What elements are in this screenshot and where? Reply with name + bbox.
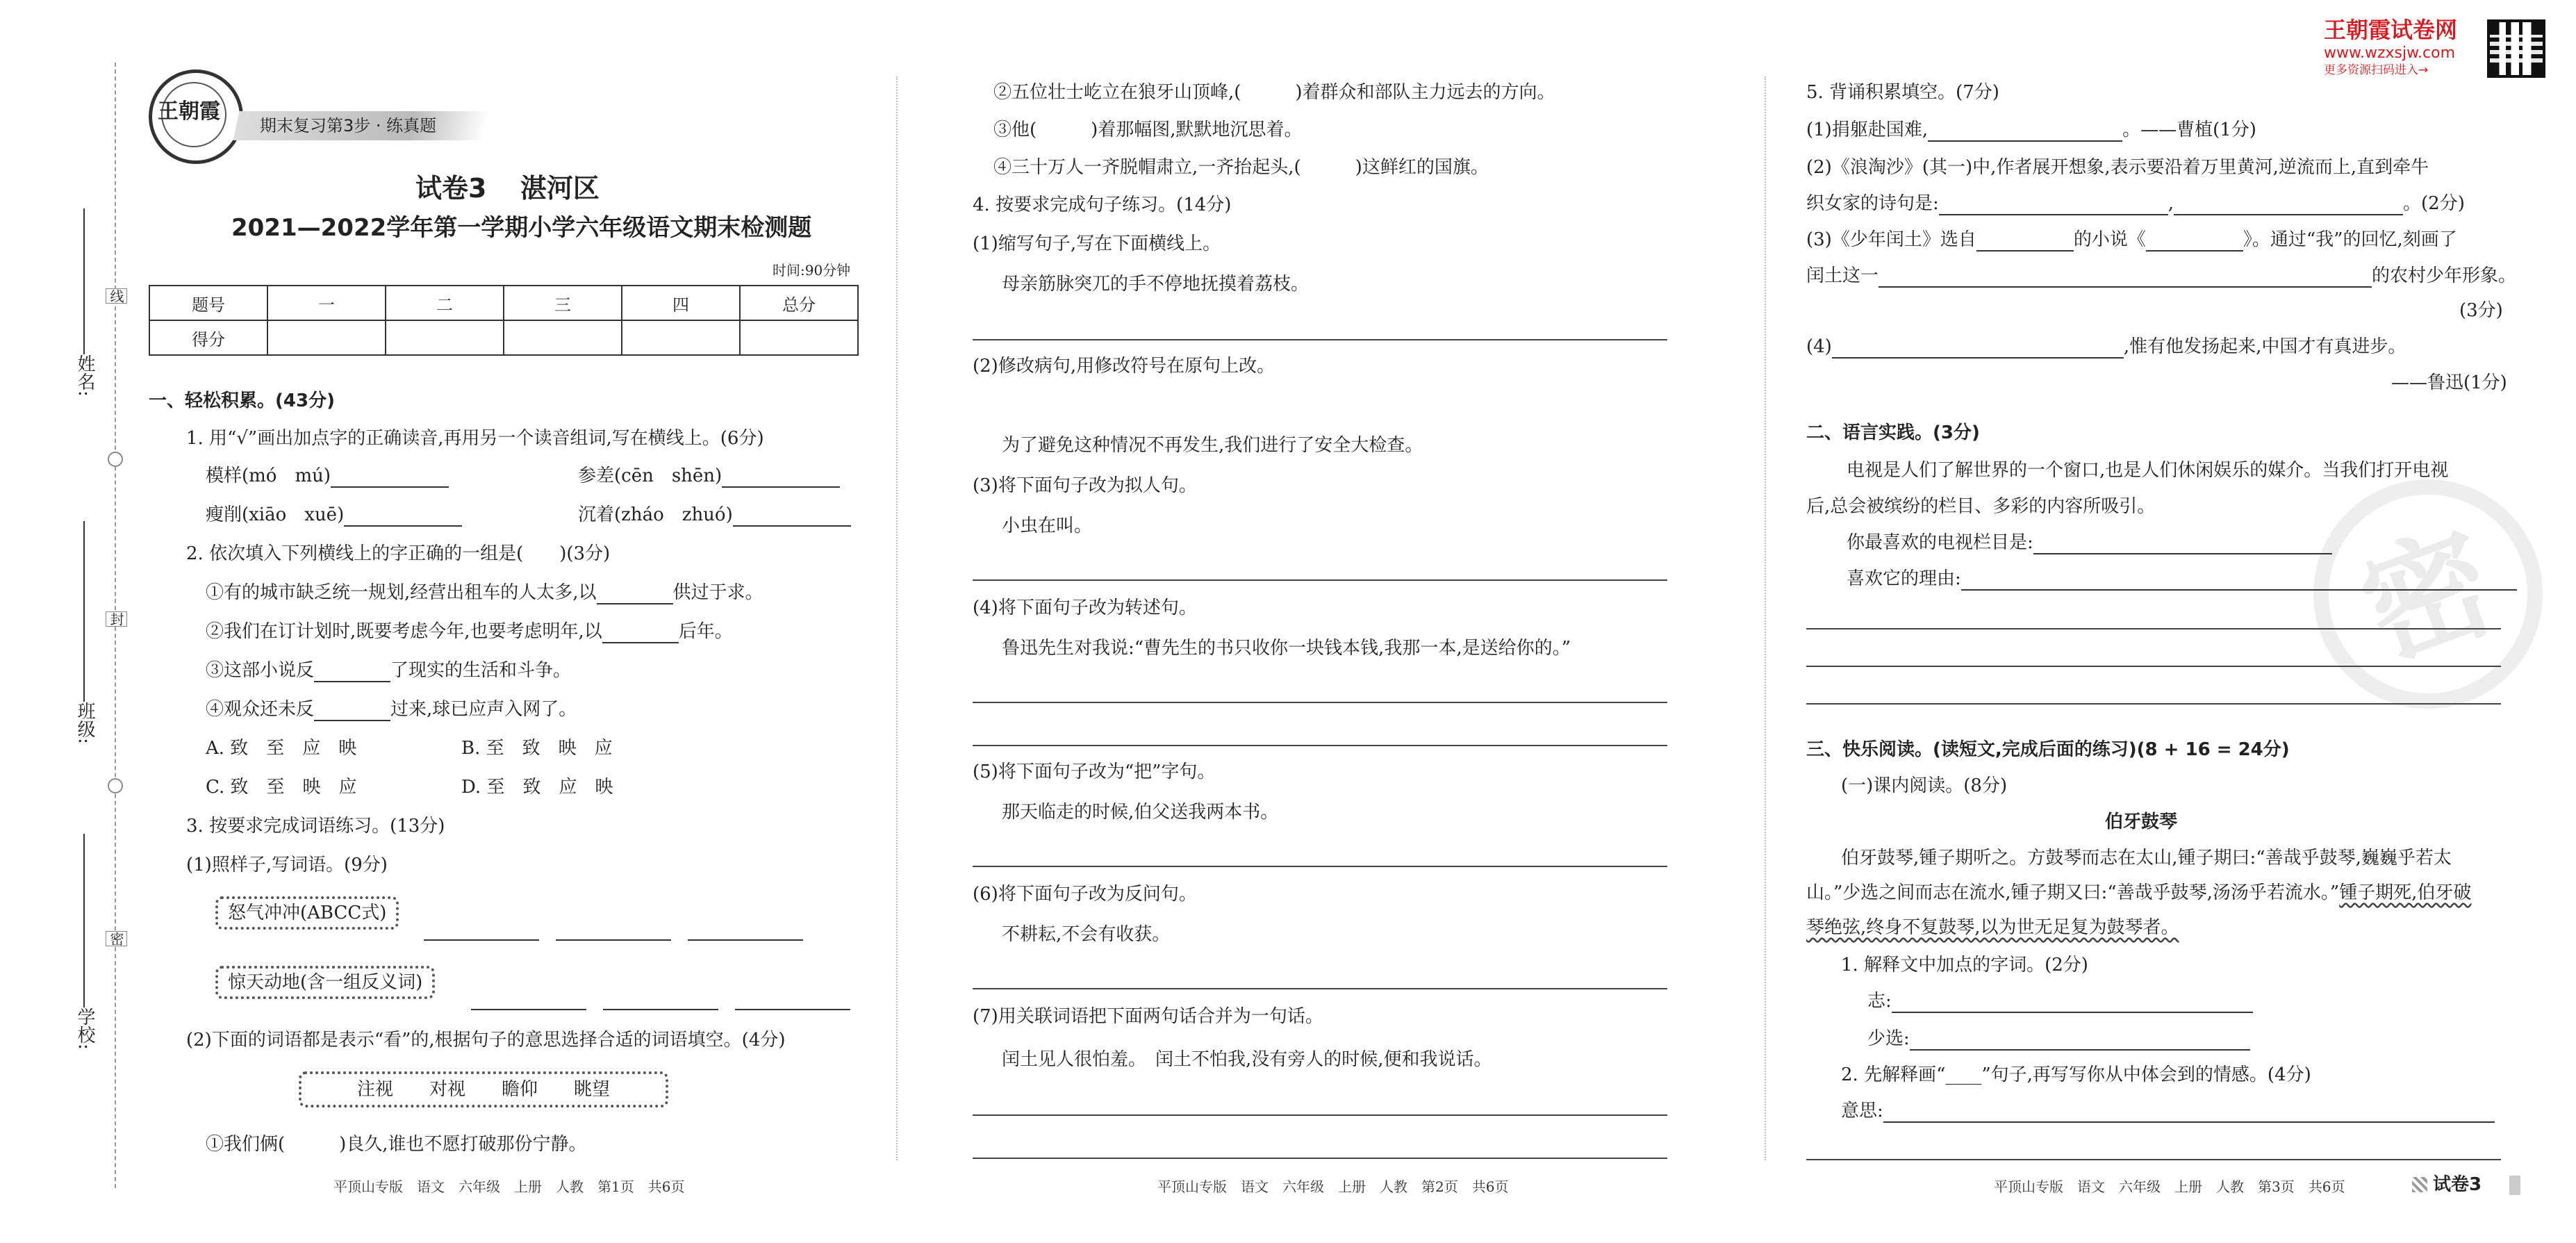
- answer-blank[interactable]: [733, 504, 851, 527]
- reading-q2-meaning: [1841, 1099, 2495, 1123]
- q2-line-2-text: ②我们在订计划时,既要考虑今年,也要考虑明年,以: [206, 621, 602, 642]
- reading-line-2: [1806, 881, 2471, 905]
- answer-blank[interactable]: [597, 582, 673, 604]
- q5-1-tail: 。——曹植(1分): [2122, 120, 2256, 140]
- reading-q1-a-label: 志:: [1867, 991, 1892, 1012]
- answer-line[interactable]: [973, 866, 1667, 867]
- q2-line-4-text: ④观众还未反: [206, 699, 315, 720]
- q5-3-text: (3)《少年闰土》选自: [1806, 229, 1976, 250]
- score-input-cell[interactable]: [622, 320, 740, 355]
- watermark-seal-char: 密: [2344, 507, 2512, 687]
- answer-line[interactable]: [973, 988, 1667, 989]
- q4-1-sentence: 母亲筋脉突兀的手不停地抚摸着荔枝。: [1002, 274, 1310, 295]
- q1-item-c: [206, 503, 462, 527]
- answer-line[interactable]: [973, 1158, 1667, 1159]
- answer-blank[interactable]: [2174, 193, 2403, 215]
- answer-line[interactable]: [973, 745, 1667, 746]
- reading-title: 伯牙鼓琴: [2105, 812, 2178, 832]
- q5-4-source: ——鲁迅(1分): [2391, 372, 2507, 393]
- answer-line[interactable]: [973, 1114, 1667, 1116]
- answer-line[interactable]: [973, 702, 1667, 703]
- q5-1-text: (1)捐躯赴国难,: [1806, 120, 1929, 140]
- sec2-favorite: [1847, 531, 2332, 554]
- answer-blank[interactable]: [424, 919, 539, 941]
- answer-blank[interactable]: [603, 988, 718, 1010]
- page-3-footer: 平顶山专版 语文 六年级 上册 人教 第3页 共6页: [1994, 1178, 2345, 1195]
- q5-3-tail: 》。通过“我”的回忆,刻画了: [2243, 229, 2457, 250]
- reading-q1-b-label: 少选:: [1867, 1028, 1910, 1049]
- answer-line[interactable]: [1806, 703, 2501, 705]
- score-cell: 题号: [149, 286, 267, 320]
- q2-line-4-tail: 过来,球已应声入网了。: [390, 699, 577, 720]
- question-1: 1. 用“√”画出加点字的正确读音,再用另一个读音组词,写在横线上。(6分): [186, 428, 764, 449]
- answer-blank[interactable]: [602, 621, 679, 643]
- q2-line-3: [206, 659, 571, 682]
- sec2-paragraph-2: 后,总会被缤纷的栏目、多彩的内容所吸引。: [1806, 496, 2156, 517]
- q2-line-1-tail: 供过于求。: [672, 582, 763, 603]
- question-3-1: (1)照样子,写词语。(9分): [186, 855, 388, 875]
- question-4-6: (6)将下面句子改为反问句。: [973, 884, 1197, 905]
- reading-line-1: 伯牙鼓琴,锺子期听之。方鼓琴而志在太山,锺子期曰:“善哉乎鼓琴,巍巍乎若太: [1841, 848, 2452, 869]
- qr-code-overlay: [2490, 35, 2543, 63]
- answer-line[interactable]: [973, 339, 1667, 340]
- reading-question-1: 1. 解释文中加点的字词。(2分): [1841, 955, 2088, 976]
- answer-blank[interactable]: [556, 919, 671, 941]
- watermark-note: 更多资源扫码进入→: [2324, 63, 2429, 77]
- reading-q1-a: [1867, 989, 2253, 1013]
- q5-4: [1806, 335, 2406, 359]
- score-cell: 三: [504, 286, 622, 320]
- q4-7-sentence: 闰土见人很怕羞。 闰土不怕我,没有旁人的时候,便和我说话。: [1002, 1049, 1492, 1070]
- q5-2-tail: 。(2分): [2403, 193, 2465, 214]
- binding-mark-secret: 密: [106, 931, 127, 946]
- q1-item-c-text: 瘦削(xiāo xuē): [206, 504, 345, 525]
- q2-line-1-text: ①有的城市缺乏统一规划,经营出租车的人太多,以: [206, 582, 597, 603]
- paper-tag-bar: [2509, 1176, 2520, 1195]
- q1-item-b: [578, 464, 840, 488]
- score-cell: 得分: [149, 320, 267, 355]
- q5-2-comma: ,: [2168, 193, 2174, 214]
- q5-1: [1806, 118, 2256, 142]
- q3-2-sentence-4: ④三十万人一齐脱帽肃立,一齐抬起头,( )这鲜红的国旗。: [993, 157, 1489, 178]
- question-4-3: (3)将下面句子改为拟人句。: [973, 475, 1197, 496]
- reading-q1-b: [1867, 1027, 2250, 1051]
- q5-3-text-2: 闰土这一: [1806, 265, 1879, 286]
- reading-line-3: 琴绝弦,终身不复鼓琴,以为世无足复为鼓琴者。: [1806, 917, 2179, 938]
- sec2-paragraph-1: 电视是人们了解世界的一个窗口,也是人们休闲娱乐的媒介。当我们打开电视: [1847, 460, 2449, 481]
- binding-mark-seal: 封: [106, 611, 127, 627]
- q5-4-text: (4): [1806, 336, 1832, 357]
- answer-blank[interactable]: [1883, 1101, 2495, 1123]
- score-input-cell[interactable]: [267, 320, 386, 355]
- answer-blank[interactable]: [735, 988, 850, 1010]
- sec2-favorite-label: 你最喜欢的电视栏目是:: [1847, 532, 2033, 553]
- paper-region: 湛河区: [520, 173, 600, 204]
- q5-3-line-1: [1806, 228, 2457, 252]
- section-1-title: 一、轻松积累。(43分): [149, 390, 335, 411]
- score-input-cell[interactable]: [504, 320, 622, 355]
- answer-blank[interactable]: [1879, 265, 2372, 288]
- answer-blank[interactable]: [344, 504, 462, 527]
- question-4-2: (2)修改病句,用修改符号在原句上改。: [973, 356, 1275, 377]
- q2-line-3-tail: 了现实的生活和斗争。: [390, 660, 572, 681]
- answer-blank[interactable]: [1976, 229, 2074, 252]
- q5-2-line-2: [1806, 192, 2465, 215]
- score-cell: 四: [622, 286, 740, 320]
- answer-blank[interactable]: [1928, 120, 2122, 142]
- reading-line-2-text: 山。”少选之间而志在流水,锺子期又曰:“善哉乎鼓琴,汤汤乎若流水。”: [1806, 882, 2340, 903]
- option-d[interactable]: D. 至 致 应 映: [461, 777, 613, 798]
- option-a[interactable]: A. 致 至 应 映: [206, 738, 357, 759]
- paper-number: 试卷3: [415, 173, 487, 204]
- q5-2-line-1: (2)《浪淘沙》(其一)中,作者展开想象,表示要沿着万里黄河,逆流而上,直到牵牛: [1806, 157, 2429, 178]
- question-4-5: (5)将下面句子改为“把”字句。: [973, 762, 1216, 782]
- answer-blank[interactable]: [1892, 991, 2253, 1013]
- reading-underlined-sentence: 锺子期死,伯牙破: [2339, 882, 2472, 903]
- question-4-4: (4)将下面句子改为转述句。: [973, 598, 1197, 618]
- reading-q2-meaning-label: 意思:: [1841, 1101, 1883, 1121]
- example-box-1: 怒气冲冲(ABCC式): [215, 896, 399, 930]
- example-box-2: 惊天动地(含一组反义词): [215, 966, 435, 999]
- option-c[interactable]: C. 致 至 映 应: [206, 777, 357, 798]
- answer-line[interactable]: [973, 579, 1667, 581]
- q2-line-2: [206, 620, 733, 643]
- q2-line-3-text: ③这部小说反: [206, 660, 315, 681]
- q1-item-b-text: 参差(cēn shēn): [578, 466, 723, 486]
- paper-tag: 试卷3: [2433, 1174, 2482, 1195]
- answer-line[interactable]: [1806, 1159, 2501, 1160]
- answer-blank[interactable]: [2146, 229, 2243, 252]
- section-3-title: 三、快乐阅读。(读短文,完成后面的练习)(8 + 16 = 24分): [1806, 739, 2290, 760]
- option-b[interactable]: B. 至 致 映 应: [461, 738, 613, 759]
- watermark-url: www.wzxsjw.com: [2324, 44, 2456, 62]
- sec2-reason: [1847, 567, 2517, 591]
- q4-6-sentence: 不耕耘,不会有收获。: [1002, 924, 1171, 945]
- score-cell: 一: [267, 286, 386, 320]
- answer-blank[interactable]: [314, 660, 390, 682]
- q4-3-sentence: 小虫在叫。: [1002, 516, 1093, 536]
- binding-school-label: 学校:: [74, 1007, 95, 1050]
- question-5: 5. 背诵积累填空。(7分): [1806, 82, 1999, 103]
- paper-tag-icon: [2412, 1177, 2427, 1192]
- q5-3-line-2: [1806, 264, 2516, 288]
- score-cell: 二: [386, 286, 504, 320]
- page-3: [1765, 0, 2576, 1243]
- binding-mark-line: 线: [106, 288, 127, 304]
- q2-line-1: [206, 581, 763, 604]
- question-3: 3. 按要求完成词语练习。(13分): [186, 816, 445, 837]
- answer-line[interactable]: [1806, 628, 2501, 629]
- binding-name-label: 姓名:: [74, 354, 95, 397]
- answer-line[interactable]: [1806, 666, 2501, 667]
- question-4: 4. 按要求完成句子练习。(14分): [973, 195, 1232, 215]
- step-banner-text: 期末复习第3步 · 练真题: [260, 116, 437, 135]
- score-table: [149, 285, 859, 356]
- answer-blank[interactable]: [722, 466, 840, 488]
- q4-4-sentence: 鲁迅先生对我说:“曹先生的书只收你一块钱本钱,我那一本,是送给你的。”: [1002, 638, 1571, 659]
- q1-item-a: [206, 464, 449, 488]
- word-bank-box: 注视 对视 瞻仰 眺望: [299, 1071, 668, 1108]
- page-1-footer: 平顶山专版 语文 六年级 上册 人教 第1页 共6页: [333, 1178, 685, 1195]
- question-4-7: (7)用关联词语把下面两句话合并为一句话。: [973, 1006, 1323, 1027]
- reading-question-2: 2. 先解释画“____”句子,再写写你从中体会到的情感。(4分): [1841, 1064, 2311, 1085]
- sec2-reason-label: 喜欢它的理由:: [1847, 568, 1961, 589]
- answer-blank[interactable]: [1939, 193, 2168, 215]
- q1-item-d: [578, 503, 851, 527]
- answer-blank[interactable]: [331, 466, 449, 488]
- q3-2-sentence-3: ③他( )着那幅图,默默地沉思着。: [993, 120, 1303, 140]
- question-4-1: (1)缩写句子,写在下面横线上。: [973, 233, 1221, 254]
- answer-blank[interactable]: [471, 988, 586, 1010]
- section-2-title: 二、语言实践。(3分): [1806, 422, 1980, 443]
- q1-item-d-text: 沉着(zháo zhuó): [578, 504, 733, 525]
- score-cell: 总分: [740, 286, 858, 320]
- page-2: [896, 0, 1765, 1243]
- score-table-header-row: [149, 286, 858, 320]
- q5-3-tail-2: 的农村少年形象。: [2372, 265, 2517, 286]
- q5-3-score: (3分): [2459, 300, 2503, 321]
- paper-title: [415, 172, 600, 204]
- answer-blank[interactable]: [314, 699, 390, 721]
- answer-blank[interactable]: [1961, 568, 2517, 591]
- watermark-brand: 王朝霞试卷网: [2324, 17, 2458, 43]
- score-input-cell[interactable]: [386, 320, 504, 355]
- q5-3-mid: 的小说《: [2073, 229, 2146, 250]
- answer-blank[interactable]: [2033, 532, 2332, 554]
- question-3-2: (2)下面的词语都是表示“看”的,根据句子的意思选择合适的词语填空。(4分): [186, 1030, 786, 1051]
- q4-2-sentence: 为了避免这种情况不再发生,我们进行了安全大检查。: [1002, 435, 1423, 456]
- q2-line-4: [206, 698, 577, 721]
- paper-subtitle: 2021—2022学年第一学期小学六年级语文期末检测题: [231, 214, 812, 242]
- q5-4-tail: ,惟有他发扬起来,中国才有真进步。: [2123, 336, 2406, 357]
- brand-logo-text: 王朝霞: [158, 99, 220, 124]
- sec3-sub-1: (一)课内阅读。(8分): [1841, 775, 2008, 796]
- q4-5-sentence: 那天临走的时候,伯父送我两本书。: [1002, 802, 1279, 823]
- question-2: 2. 依次填入下列横线上的字正确的一组是( )(3分): [186, 543, 611, 564]
- answer-blank[interactable]: [1910, 1028, 2250, 1051]
- binding-class-label: 班级:: [74, 702, 95, 744]
- q1-item-a-text: 模样(mó mú): [206, 466, 331, 486]
- score-input-cell[interactable]: [740, 320, 858, 355]
- q2-line-2-tail: 后年。: [678, 621, 733, 642]
- score-table-score-row: [149, 320, 858, 355]
- answer-blank[interactable]: [688, 919, 803, 941]
- exam-time: 时间:90分钟: [773, 262, 851, 279]
- q3-2-sentence-1: ①我们俩( )良久,谁也不愿打破那份宁静。: [206, 1134, 587, 1155]
- answer-blank[interactable]: [1832, 336, 2124, 359]
- page-1: [0, 0, 896, 1243]
- q5-2-text: 织女家的诗句是:: [1806, 193, 1939, 214]
- q3-2-sentence-2: ②五位壮士屹立在狼牙山顶峰,( )着群众和部队主力远去的方向。: [993, 82, 1555, 103]
- page-2-footer: 平顶山专版 语文 六年级 上册 人教 第2页 共6页: [1157, 1178, 1509, 1195]
